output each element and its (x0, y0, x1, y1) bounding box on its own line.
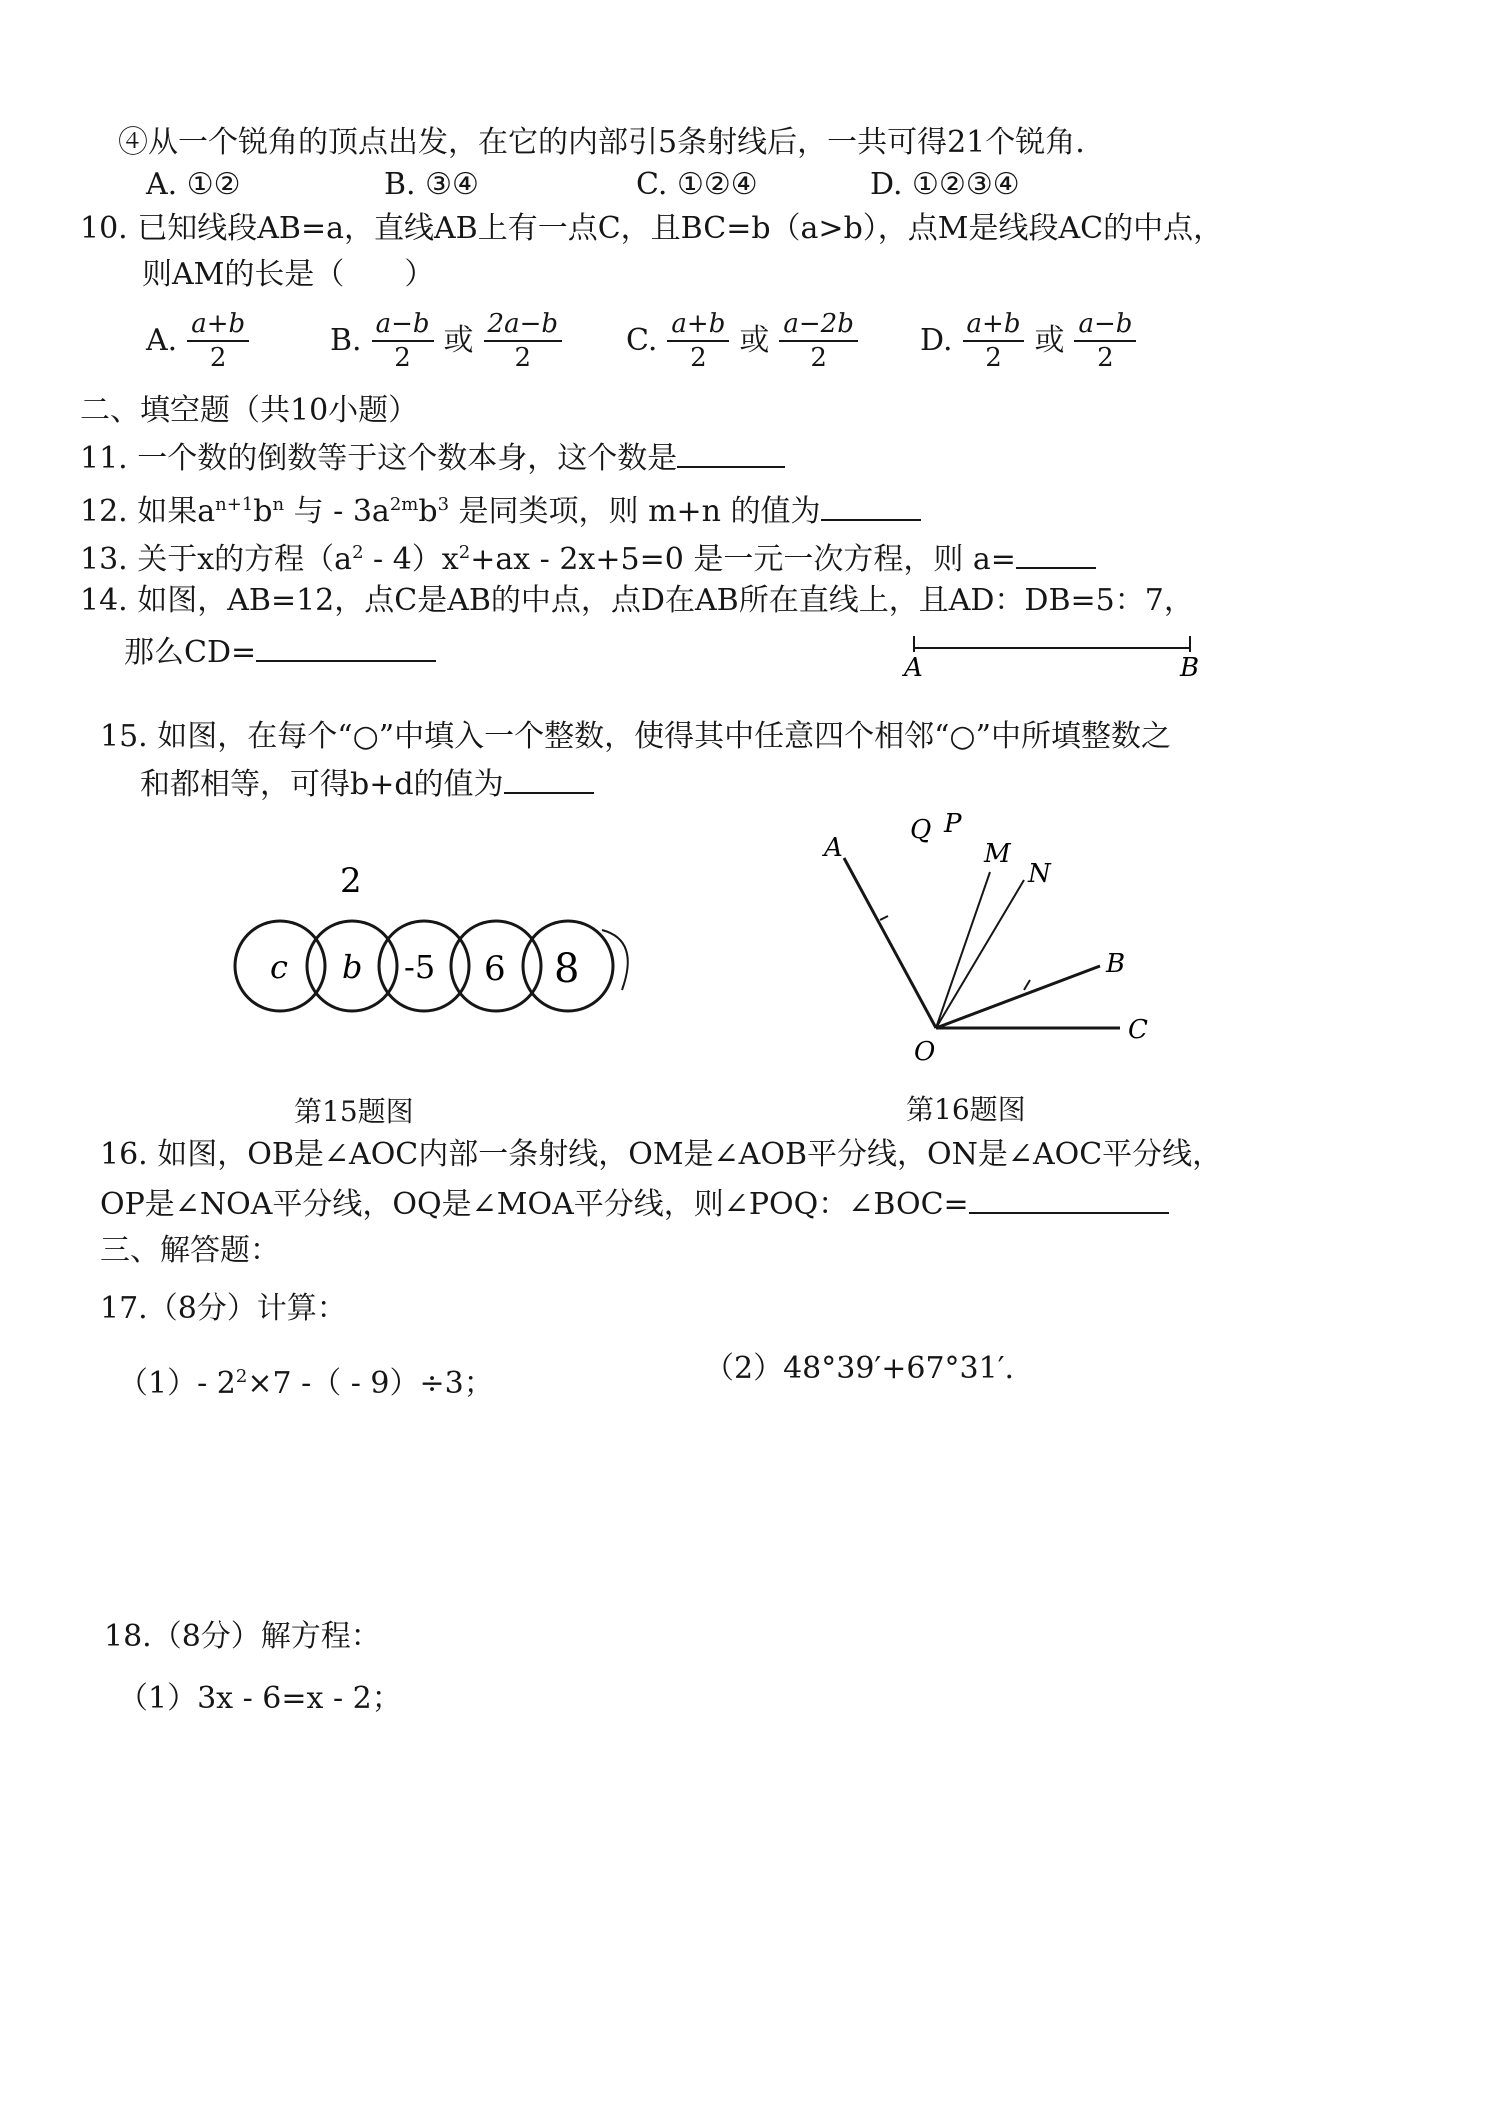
label-p: P (944, 809, 962, 839)
q15-line2: 和都相等，可得b+d的值为 (140, 764, 594, 804)
label-m: M (984, 839, 1011, 869)
circle-5-value: 8 (554, 946, 580, 992)
tick-mark (1024, 980, 1030, 990)
q9-option-d: D. ①②③④ (870, 167, 1020, 202)
option-c-label: C. (626, 323, 658, 358)
answer-blank[interactable] (677, 438, 785, 468)
fraction: $\frac{a+b}{2}$ (667, 308, 729, 374)
circle-3-value: -5 (404, 948, 436, 986)
option-a-label: A. (146, 323, 178, 358)
ray-ob (936, 966, 1100, 1028)
fraction: $\frac{a+b}{2}$ (187, 308, 249, 374)
q14-line2: 那么CD= (124, 632, 436, 672)
q16-line1: 16. 如图，OB是∠AOC内部一条射线，OM是∠AOB平分线，ON是∠AOC平分线， (100, 1137, 1223, 1172)
q16-caption: 第16题图 (906, 1093, 1026, 1126)
q9-option-b: B. ③④ (384, 167, 479, 202)
answer-blank[interactable] (1016, 539, 1096, 569)
section2-title: 二、填空题（共10小题） (80, 393, 419, 428)
circle-above-label: 2 (340, 861, 362, 901)
label-a: A (824, 833, 843, 863)
ray-oa (844, 858, 936, 1028)
q10-option-b: B. $\frac{a-b}{2}$ 或 $\frac{2a-b}{2}$ (330, 308, 562, 374)
circle-4-value: 6 (484, 949, 506, 989)
answer-blank[interactable] (256, 632, 436, 662)
extra-circle-arc (602, 930, 628, 990)
label-a: A (904, 653, 923, 680)
q17-part2: （2）48°39′+67°31′. (704, 1351, 1015, 1386)
q10-option-c: C. $\frac{a+b}{2}$ 或 $\frac{a-2b}{2}$ (626, 308, 858, 374)
option-d-label: D. (920, 323, 953, 358)
q15-line1: 15. 如图，在每个“○”中填入一个整数，使得其中任意四个相邻“○”中所填整数之 (100, 719, 1171, 754)
answer-blank[interactable] (969, 1184, 1169, 1214)
label-n: N (1028, 859, 1051, 889)
q11: 11. 一个数的倒数等于这个数本身，这个数是 (80, 438, 785, 478)
answer-blank[interactable] (821, 491, 921, 521)
tick-mark (880, 916, 888, 920)
circle-2-value: b (342, 948, 363, 986)
label-o: O (914, 1037, 936, 1067)
section3-title: 三、解答题： (100, 1233, 280, 1268)
q13: 13. 关于x的方程$(a^2 - 4)x^2+ax - 2x+5=0$ 是一元一次方程，则 a= (80, 534, 1096, 579)
q15-caption: 第15题图 (294, 1095, 414, 1128)
fraction: $\frac{a-b}{2}$ (1074, 308, 1136, 374)
q10-option-a (146, 308, 249, 374)
q9-option-c: C. ①②④ (636, 167, 758, 202)
q17-title: 17.（8分）计算： (100, 1291, 347, 1326)
q14-line1: 14. 如图，AB=12，点C是AB的中点，点D在AB所在直线上，且AD：DB=5：7， (80, 583, 1194, 618)
fraction: $\frac{a+b}{2}$ (963, 308, 1025, 374)
circle-1-value: c (270, 948, 288, 986)
q18-part1: （1）3x - 6=x - 2； (118, 1681, 402, 1716)
label-b: B (1180, 653, 1200, 680)
q9-option-a: A. ①② (146, 167, 241, 202)
answer-blank[interactable] (504, 764, 594, 794)
fraction: $\frac{2a-b}{2}$ (484, 308, 562, 374)
q10-option-d: D. $\frac{a+b}{2}$ 或 $\frac{a-b}{2}$ (920, 308, 1136, 374)
q16-angle-figure (810, 790, 1190, 1080)
q16-line2: OP是∠NOA平分线，OQ是∠MOA平分线，则∠POQ：∠BOC= (100, 1184, 1169, 1224)
q10-line2: 则AM的长是（ ） (142, 257, 435, 292)
q12: 12. 如果$a^{n+1}b^n$ 与 - $3a^{2m}b^3$ 是同类项，则 m+n 的值为 (80, 486, 921, 531)
q18-title: 18.（8分）解方程： (104, 1619, 381, 1654)
label-b: B (1106, 949, 1126, 979)
option-b-label: B. (330, 323, 362, 358)
label-q: Q (910, 815, 932, 845)
q17-part1: （1）- $2^2\times 7$ -（ - 9）÷3； (118, 1366, 494, 1401)
q9-item4: ④从一个锐角的顶点出发，在它的内部引5条射线后，一共可得21个锐角. (118, 125, 1085, 160)
q10-line1: 10. 已知线段AB=a，直线AB上有一点C，且BC=b（a>b），点M是线段AC的中点， (80, 211, 1224, 246)
fraction: $\frac{a-2b}{2}$ (779, 308, 857, 374)
q14-segment-figure (900, 600, 1220, 680)
fraction: $\frac{a-b}{2}$ (372, 308, 434, 374)
q15-circles-figure (230, 850, 690, 1050)
label-c: C (1128, 1015, 1148, 1045)
